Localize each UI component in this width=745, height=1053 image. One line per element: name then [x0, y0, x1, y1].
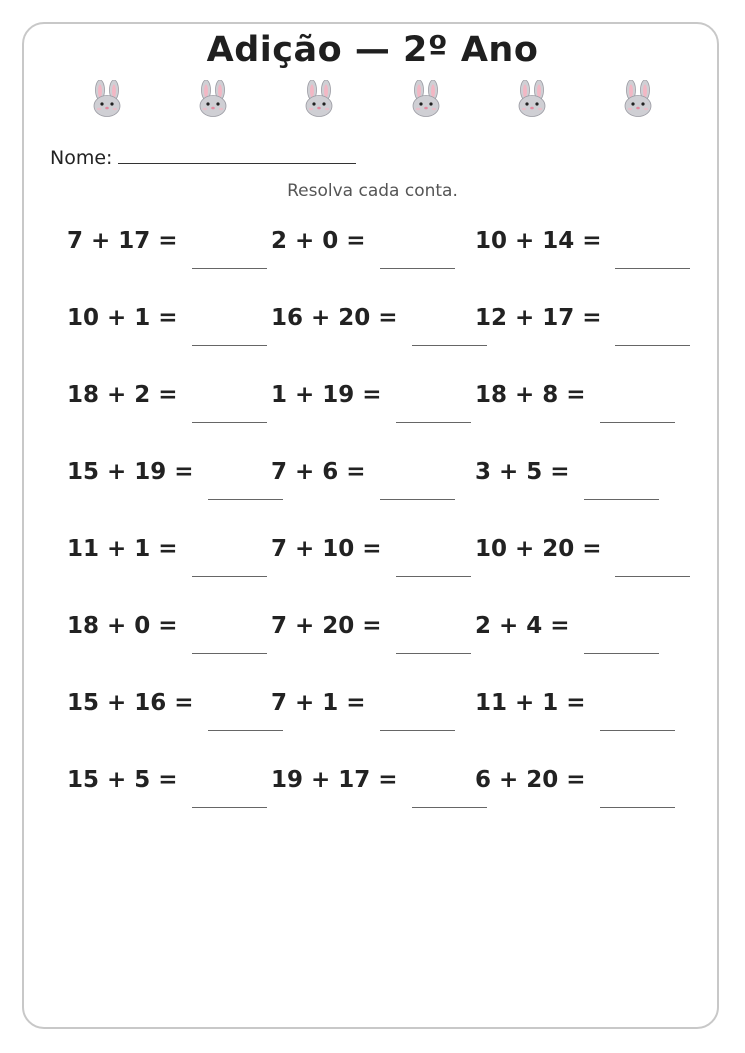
answer-blank[interactable] [600, 730, 675, 731]
addition-problem: 7 + 20 = [271, 613, 382, 639]
addition-problem: 18 + 8 = [475, 382, 586, 408]
addition-problem: 7 + 6 = [271, 459, 366, 485]
addition-problem: 1 + 19 = [271, 382, 382, 408]
answer-blank[interactable] [192, 268, 267, 269]
addition-problem: 15 + 16 = [67, 690, 194, 716]
answer-blank[interactable] [396, 422, 471, 423]
answer-blank[interactable] [192, 807, 267, 808]
answer-blank[interactable] [192, 422, 267, 423]
answer-blank[interactable] [192, 653, 267, 654]
answer-blank[interactable] [192, 345, 267, 346]
addition-problem: 19 + 17 = [271, 767, 398, 793]
instructions: Resolva cada conta. [287, 181, 458, 201]
addition-problem: 3 + 5 = [475, 459, 570, 485]
answer-blank[interactable] [600, 422, 675, 423]
addition-problem: 18 + 0 = [67, 613, 178, 639]
addition-problem: 11 + 1 = [475, 690, 586, 716]
name-label: Nome: [50, 147, 113, 169]
addition-problem: 10 + 1 = [67, 305, 178, 331]
addition-problem: 2 + 4 = [475, 613, 570, 639]
worksheet-title: Adição — 2º Ano [206, 30, 539, 70]
answer-blank[interactable] [615, 576, 690, 577]
addition-problem: 10 + 20 = [475, 536, 602, 562]
addition-problem: 6 + 20 = [475, 767, 586, 793]
answer-blank[interactable] [192, 576, 267, 577]
answer-blank[interactable] [584, 499, 659, 500]
answer-blank[interactable] [396, 653, 471, 654]
answer-blank[interactable] [208, 730, 283, 731]
answer-blank[interactable] [208, 499, 283, 500]
answer-blank[interactable] [396, 576, 471, 577]
addition-problem: 7 + 17 = [67, 228, 178, 254]
addition-problem: 18 + 2 = [67, 382, 178, 408]
addition-problem: 15 + 5 = [67, 767, 178, 793]
addition-problem: 11 + 1 = [67, 536, 178, 562]
addition-problem: 12 + 17 = [475, 305, 602, 331]
addition-problem: 7 + 10 = [271, 536, 382, 562]
answer-blank[interactable] [615, 345, 690, 346]
answer-blank[interactable] [380, 730, 455, 731]
answer-blank[interactable] [584, 653, 659, 654]
addition-problem: 10 + 14 = [475, 228, 602, 254]
addition-problem: 15 + 19 = [67, 459, 194, 485]
answer-blank[interactable] [380, 499, 455, 500]
answer-blank[interactable] [615, 268, 690, 269]
answer-blank[interactable] [412, 345, 487, 346]
addition-problem: 16 + 20 = [271, 305, 398, 331]
addition-problem: 2 + 0 = [271, 228, 366, 254]
answer-blank[interactable] [380, 268, 455, 269]
answer-blank[interactable] [600, 807, 675, 808]
addition-problem: 7 + 1 = [271, 690, 366, 716]
answer-blank[interactable] [412, 807, 487, 808]
